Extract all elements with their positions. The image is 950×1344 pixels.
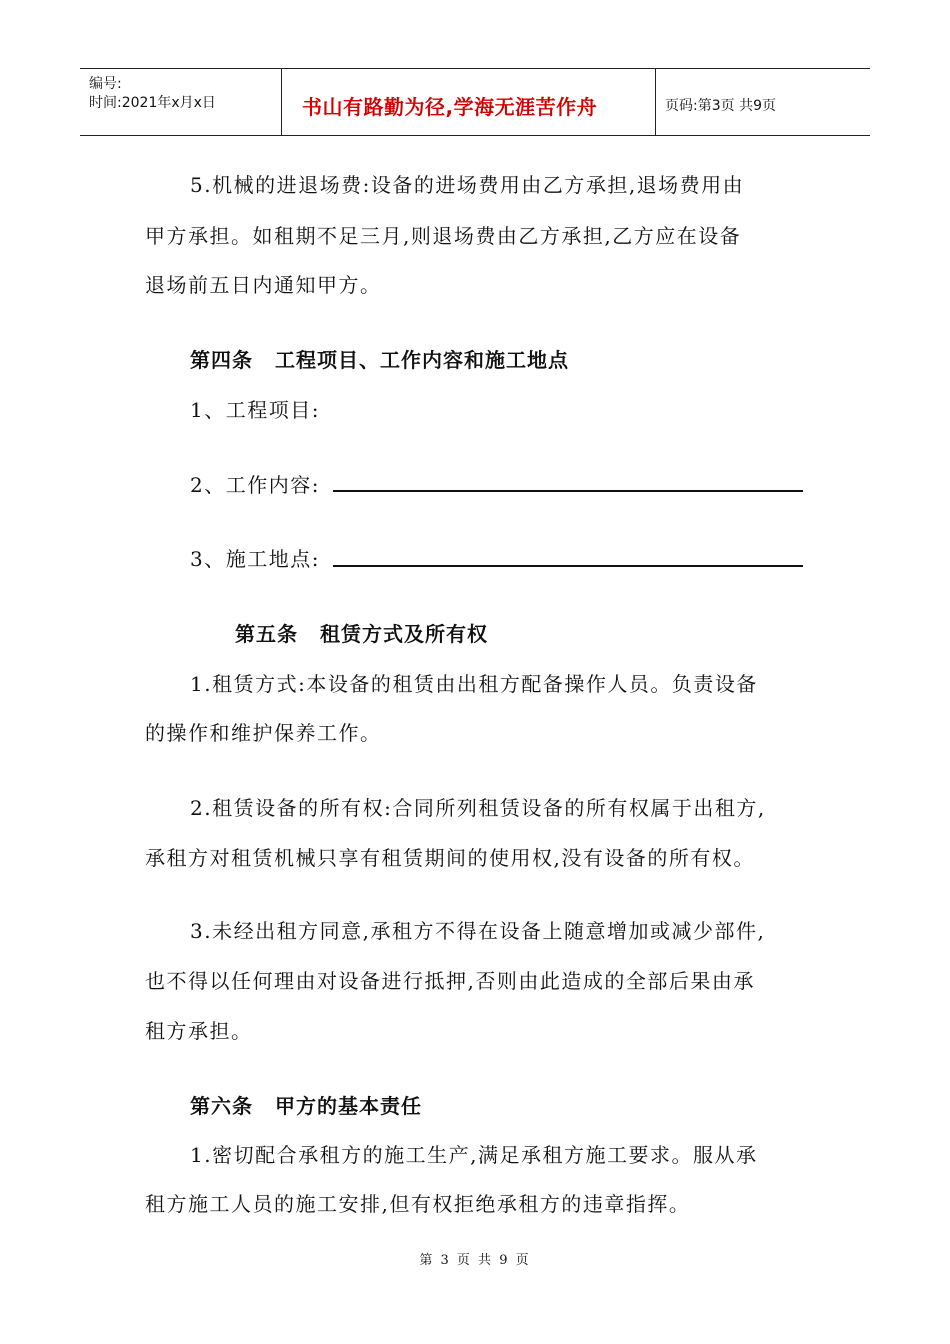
- paragraph-line: 3.未经出租方同意,承租方不得在设备上随意增加或减少部件,: [190, 919, 766, 943]
- article-number: 第五条: [235, 622, 298, 646]
- paragraph-line: 甲方承担。如租期不足三月,则退场费由乙方承担,乙方应在设备: [145, 224, 742, 248]
- header-page-cell: [656, 69, 870, 135]
- page-footer: 第 3 页 共 9 页: [419, 1253, 531, 1268]
- paragraph-line: 也不得以任何理由对设备进行抵押,否则由此造成的全部后果由承: [145, 969, 755, 993]
- list-item: 3、施工地点:: [190, 547, 320, 571]
- list-item: 1、工程项目:: [190, 398, 320, 422]
- paragraph-line: 承租方对租赁机械只享有租赁期间的使用权,没有设备的所有权。: [145, 846, 755, 870]
- article-title: 工程项目、工作内容和施工地点: [275, 348, 569, 372]
- fill-in-blank-line: [333, 490, 803, 492]
- article-heading: [235, 622, 488, 646]
- paragraph-line: 1.密切配合承租方的施工生产,满足承租方施工要求。服从承: [190, 1143, 758, 1167]
- list-item: 2、工作内容:: [190, 473, 320, 497]
- fill-in-blank-line: [333, 565, 803, 567]
- header-meta-cell: [80, 69, 282, 135]
- header-page-info: 页码:第3页 共9页: [665, 98, 776, 114]
- paragraph-line: 租方承担。: [145, 1019, 253, 1043]
- article-heading: [190, 348, 569, 372]
- paragraph-line: 2.租赁设备的所有权:合同所列租赁设备的所有权属于出租方,: [190, 796, 766, 820]
- header-motto-cell: [282, 69, 656, 135]
- document-date: 时间:2021年x月x日: [89, 95, 216, 111]
- document-header: [80, 68, 870, 136]
- paragraph-line: 退场前五日内通知甲方。: [145, 273, 382, 297]
- article-title: 甲方的基本责任: [275, 1094, 422, 1118]
- paragraph-line: 5.机械的进退场费:设备的进场费用由乙方承担,退场费用由: [190, 173, 745, 197]
- article-title: 租赁方式及所有权: [320, 622, 488, 646]
- article-number: 第六条: [190, 1094, 253, 1118]
- article-number: 第四条: [190, 348, 253, 372]
- article-heading: [190, 1094, 422, 1118]
- paragraph-line: 租方施工人员的施工安排,但有权拒绝承租方的违章指挥。: [145, 1192, 691, 1216]
- paragraph-line: 的操作和维护保养工作。: [145, 721, 382, 745]
- paragraph-line: 1.租赁方式:本设备的租赁由出租方配备操作人员。负责设备: [190, 672, 758, 696]
- document-number-label: 编号:: [89, 76, 122, 92]
- header-motto: 书山有路勤为径,学海无涯苦作舟: [302, 95, 598, 119]
